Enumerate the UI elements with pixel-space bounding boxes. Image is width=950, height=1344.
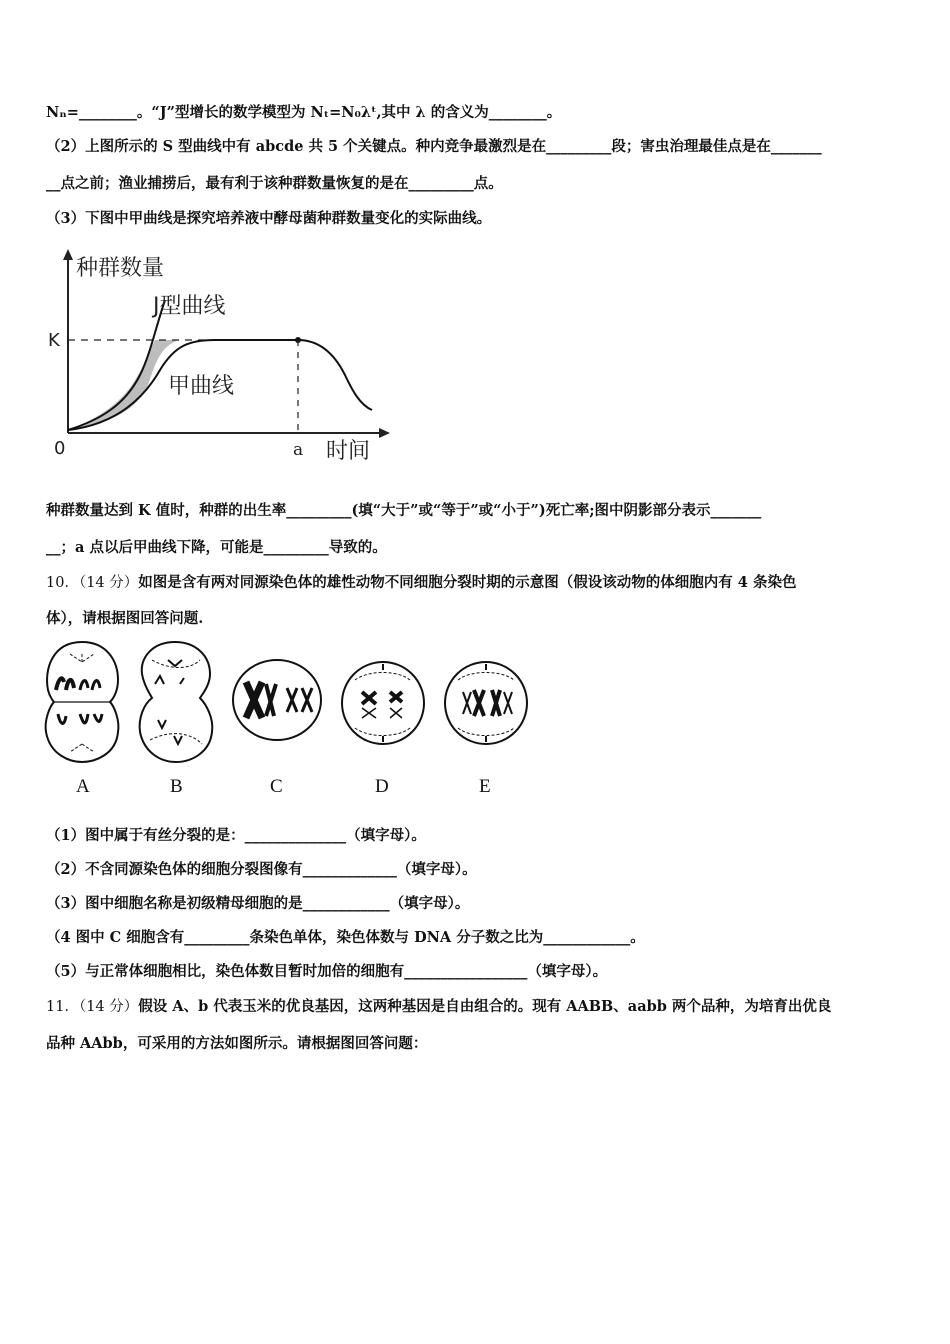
cell-label-b: B xyxy=(170,776,183,797)
text-line-2: （2）上图所示的 S 型曲线中有 abcde 共 5 个关键点。种内竞争最激烈是在_________段；害虫治理最佳点是在_______ xyxy=(46,138,822,155)
question-10-number: 10．（14 分） xyxy=(46,575,139,591)
origin-label: 0 xyxy=(54,438,66,459)
cell-e xyxy=(445,662,527,744)
cell-b xyxy=(140,642,213,762)
population-growth-graph xyxy=(40,245,390,470)
y-axis-arrow xyxy=(63,249,73,260)
shaded-area xyxy=(68,340,180,430)
k-label: K xyxy=(48,330,60,351)
question-10-part-3: （3）图中细胞名称是初级精母细胞的是____________（填字母）。 xyxy=(46,895,470,912)
question-10-part-1: （1）图中属于有丝分裂的是：______________（填字母）。 xyxy=(46,827,426,844)
cell-label-d: D xyxy=(375,776,389,797)
x-axis-label: 时间 xyxy=(326,439,371,464)
text-line-4: （3）下图中甲曲线是探究培养液中酵母菌种群数量变化的实际曲线。 xyxy=(46,210,492,227)
question-11-intro xyxy=(46,997,831,1017)
cell-label-c: C xyxy=(270,776,283,797)
cell-a xyxy=(46,642,119,762)
question-11-text: 假设 A、b 代表玉米的优良基因，这两种基因是自由组合的。现有 AABB、aabb 两个品种，为培育出优良 xyxy=(138,998,832,1015)
cell-division-figures xyxy=(40,640,540,765)
question-10-intro-2: 体），请根据图回答问题. xyxy=(46,610,204,627)
question-10-part-2: （2）不含同源染色体的细胞分裂图像有_____________（填字母）。 xyxy=(46,861,477,878)
text-line-5: 种群数量达到 K 值时，种群的出生率_________(填“大于”或“等于”或“小于”)死亡率;图中阴影部分表示_______ xyxy=(46,502,762,519)
question-10-intro xyxy=(46,573,796,593)
cell-label-a: A xyxy=(76,776,90,797)
text-line-6: __；a 点以后甲曲线下降，可能是_________导致的。 xyxy=(46,539,387,556)
question-11-intro-2: 品种 AAbb，可采用的方法如图所示。请根据图回答问题： xyxy=(46,1035,428,1052)
a-label: a xyxy=(293,440,304,460)
question-10-part-4: （4 图中 C 细胞含有_________条染色单体，染色体数与 DNA 分子数之比为____________。 xyxy=(46,929,645,946)
cell-label-e: E xyxy=(479,776,491,797)
text-line-1: Nₙ=________。“J”型增长的数学模型为 Nₜ=N₀λᵗ,其中 λ 的含义为________。 xyxy=(46,104,562,121)
question-10-text: 如图是含有两对同源染色体的雄性动物不同细胞分裂时期的示意图（假设该动物的体细胞内有 4 条染色 xyxy=(138,574,797,591)
jia-curve-label: 甲曲线 xyxy=(168,374,235,399)
question-10-part-5: （5）与正常体细胞相比，染色体数目暂时加倍的细胞有_________________（填字母）。 xyxy=(46,963,608,980)
question-11-number: 11．（14 分） xyxy=(46,999,139,1015)
text-line-3: __点之前；渔业捕捞后，最有利于该种群数量恢复的是在_________点。 xyxy=(46,175,503,192)
cell-d xyxy=(342,662,424,744)
x-axis-arrow xyxy=(379,428,390,438)
cell-c xyxy=(233,660,321,740)
y-axis-label: 种群数量 xyxy=(76,256,165,281)
j-curve-label: J型曲线 xyxy=(153,294,226,319)
